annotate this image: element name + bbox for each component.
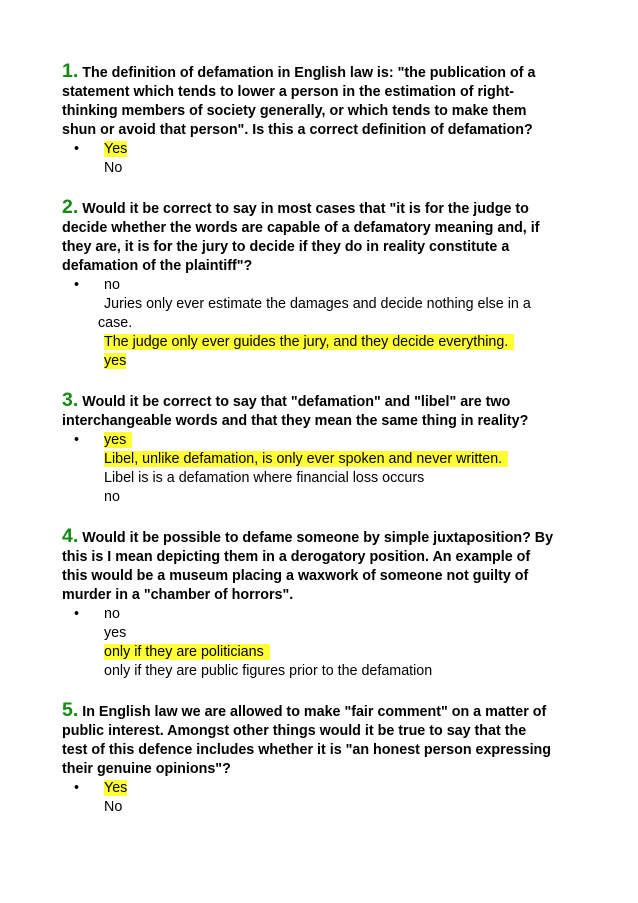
answer-option [62,488,582,507]
highlighted-answer: Yes [104,780,128,796]
answer-option [62,643,582,662]
answer-option [62,140,582,159]
highlighted-answer: The judge only ever guides the jury, and they decide everything. [104,334,514,350]
answer-option [62,450,582,469]
answer-option [62,779,582,798]
answer-option [62,333,582,352]
answer-text: no [104,277,120,293]
question-line: decide whether the words are capable of a defamatory meaning and, if [62,220,540,236]
answer-option [62,295,582,314]
question-line: Would it be correct to say in most cases that "it is for the judge to [82,201,529,217]
answer-option [62,276,582,295]
answer-text: No [104,799,123,815]
answer-option [62,605,582,624]
question-5-text [62,701,582,779]
question-2-text [62,198,582,276]
answer-text: Juries only ever estimate the damages and decide nothing else in a [104,296,531,312]
question-1-text [62,62,582,140]
highlighted-answer: yes [104,353,127,369]
answer-option [62,662,582,681]
question-line: they are, it is for the jury to decide if they do in reality constitute a [62,239,510,255]
question-line: their genuine opinions"? [62,761,231,777]
question-number: 1. [62,60,79,82]
question-line: this would be a museum placing a waxwork of someone not guilty of [62,568,529,584]
question-4-text [62,527,582,605]
answer-list [62,140,582,178]
bullet: • [74,606,80,622]
highlighted-answer: Yes [104,141,128,157]
question-line: defamation of the plaintiff"? [62,258,253,274]
question-2 [62,198,582,371]
question-line: interchangeable words and that they mean the same thing in reality? [62,413,529,429]
bullet: • [74,780,80,796]
answer-text: no [104,489,120,505]
answer-list [62,431,582,507]
document-page [62,62,582,817]
question-3-text [62,391,582,431]
bullet: • [74,141,80,157]
answer-option [62,159,582,178]
question-line: public interest. Amongst other things would it be true to say that the [62,723,527,739]
answer-list [62,779,582,817]
answer-text: Libel is is a defamation where financial loss occurs [104,470,425,486]
question-line: In English law we are allowed to make "fair comment" on a matter of [82,704,547,720]
highlighted-answer: yes [104,432,132,448]
question-line: statement which tends to lower a person in the estimation of right- [62,84,514,100]
question-number: 5. [62,699,79,721]
question-line: Would it be correct to say that "defamation" and "libel" are two [82,394,511,410]
question-line: test of this defence includes whether it is "an honest person expressing [62,742,552,758]
question-number: 4. [62,525,79,547]
answer-text: case. [98,315,133,331]
question-line: shun or avoid that person". Is this a correct definition of defamation? [62,122,533,138]
question-4 [62,527,582,681]
answer-option [62,798,582,817]
answer-text: No [104,160,123,176]
answer-option [62,314,582,333]
question-number: 3. [62,389,79,411]
question-line: The definition of defamation in English law is: "the publication of a [82,65,536,81]
question-1 [62,62,582,178]
question-line: this is I mean depicting them in a derogatory position. An example of [62,549,531,565]
answer-list [62,276,582,371]
answer-list [62,605,582,681]
question-line: thinking members of society generally, or which tends to make them [62,103,527,119]
question-number: 2. [62,196,79,218]
question-line: murder in a "chamber of horrors". [62,587,294,603]
answer-option [62,431,582,450]
highlighted-answer: Libel, unlike defamation, is only ever spoken and never written. [104,451,508,467]
bullet: • [74,277,80,293]
answer-option [62,352,582,371]
question-3 [62,391,582,507]
highlighted-answer: only if they are politicians [104,644,270,660]
question-5 [62,701,582,817]
answer-text: yes [104,625,127,641]
answer-option [62,469,582,488]
question-line: Would it be possible to defame someone by simple juxtaposition? By [82,530,554,546]
answer-text: only if they are public figures prior to the defamation [104,663,433,679]
bullet: • [74,432,80,448]
answer-text: no [104,606,120,622]
answer-option [62,624,582,643]
